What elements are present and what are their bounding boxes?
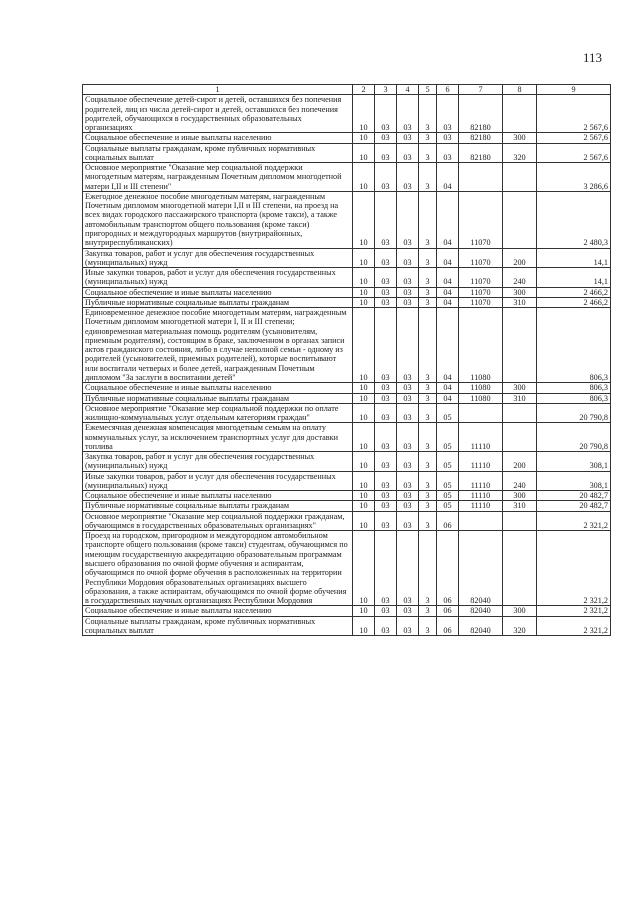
code-program: 03 bbox=[397, 511, 419, 531]
row-name: Социальное обеспечение и иные выплаты населению bbox=[83, 491, 353, 501]
code-activity: 04 bbox=[437, 287, 459, 297]
code-activity: 06 bbox=[437, 616, 459, 636]
code-direction: 11110 bbox=[459, 501, 503, 511]
code-expense-type bbox=[503, 308, 537, 383]
code-expense-type: 300 bbox=[503, 383, 537, 393]
column-header: 3 bbox=[375, 85, 397, 95]
code-subsection: 03 bbox=[375, 531, 397, 606]
code-subprogram: 3 bbox=[419, 143, 437, 163]
code-direction: 11080 bbox=[459, 383, 503, 393]
code-program: 03 bbox=[397, 491, 419, 501]
code-program: 03 bbox=[397, 403, 419, 423]
budget-table bbox=[82, 84, 611, 636]
code-program: 03 bbox=[397, 191, 419, 248]
row-amount: 2 466,2 bbox=[537, 297, 611, 307]
code-subprogram: 3 bbox=[419, 511, 437, 531]
table-row bbox=[83, 383, 611, 393]
code-subprogram: 3 bbox=[419, 501, 437, 511]
row-name: Социальные выплаты гражданам, кроме публичных нормативных социальных выплат bbox=[83, 143, 353, 163]
code-direction: 82180 bbox=[459, 133, 503, 143]
code-direction: 11070 bbox=[459, 191, 503, 248]
row-name: Социальное обеспечение и иные выплаты населению bbox=[83, 133, 353, 143]
code-subprogram: 3 bbox=[419, 191, 437, 248]
code-subprogram: 3 bbox=[419, 606, 437, 616]
code-subsection: 03 bbox=[375, 606, 397, 616]
table-row bbox=[83, 308, 611, 383]
code-subprogram: 3 bbox=[419, 403, 437, 423]
code-expense-type: 300 bbox=[503, 133, 537, 143]
table-row bbox=[83, 403, 611, 423]
code-section: 10 bbox=[353, 287, 375, 297]
code-expense-type: 310 bbox=[503, 297, 537, 307]
code-subprogram: 3 bbox=[419, 163, 437, 192]
table-body bbox=[83, 95, 611, 636]
code-activity: 05 bbox=[437, 501, 459, 511]
row-name: Закупка товаров, работ и услуг для обеспечения государственных (муниципальных) нужд bbox=[83, 248, 353, 268]
code-subprogram: 3 bbox=[419, 95, 437, 133]
code-section: 10 bbox=[353, 143, 375, 163]
code-subsection: 03 bbox=[375, 501, 397, 511]
column-header: 9 bbox=[537, 85, 611, 95]
row-amount: 3 286,6 bbox=[537, 163, 611, 192]
code-expense-type bbox=[503, 511, 537, 531]
code-expense-type: 240 bbox=[503, 471, 537, 491]
row-name: Закупка товаров, работ и услуг для обеспечения государственных (муниципальных) нужд bbox=[83, 452, 353, 472]
code-direction: 82040 bbox=[459, 606, 503, 616]
code-activity: 04 bbox=[437, 393, 459, 403]
code-expense-type: 320 bbox=[503, 616, 537, 636]
column-header: 5 bbox=[419, 85, 437, 95]
table-row bbox=[83, 95, 611, 133]
table-row bbox=[83, 133, 611, 143]
code-section: 10 bbox=[353, 163, 375, 192]
row-amount: 20 790,8 bbox=[537, 403, 611, 423]
table-row bbox=[83, 287, 611, 297]
code-direction: 11070 bbox=[459, 287, 503, 297]
row-amount: 14,1 bbox=[537, 248, 611, 268]
code-subsection: 03 bbox=[375, 423, 397, 452]
code-activity: 05 bbox=[437, 423, 459, 452]
table-row bbox=[83, 163, 611, 192]
code-section: 10 bbox=[353, 616, 375, 636]
code-section: 10 bbox=[353, 606, 375, 616]
column-header: 4 bbox=[397, 85, 419, 95]
code-subprogram: 3 bbox=[419, 287, 437, 297]
table-row bbox=[83, 606, 611, 616]
code-section: 10 bbox=[353, 133, 375, 143]
code-activity: 04 bbox=[437, 248, 459, 268]
row-name: Публичные нормативные социальные выплаты гражданам bbox=[83, 393, 353, 403]
code-expense-type bbox=[503, 531, 537, 606]
column-header: 6 bbox=[437, 85, 459, 95]
table-row bbox=[83, 491, 611, 501]
row-name: Иные закупки товаров, работ и услуг для обеспечения государственных (муниципальных) нужд bbox=[83, 471, 353, 491]
code-program: 03 bbox=[397, 287, 419, 297]
code-section: 10 bbox=[353, 383, 375, 393]
row-amount: 806,3 bbox=[537, 393, 611, 403]
code-direction: 11110 bbox=[459, 491, 503, 501]
code-program: 03 bbox=[397, 248, 419, 268]
code-direction: 11110 bbox=[459, 452, 503, 472]
code-program: 03 bbox=[397, 452, 419, 472]
code-program: 03 bbox=[397, 133, 419, 143]
row-amount: 2 480,3 bbox=[537, 191, 611, 248]
code-expense-type: 200 bbox=[503, 248, 537, 268]
row-name: Основное мероприятие "Оказание мер социальной поддержки по оплате жилищно-коммунальных услуг отдельным категориям граждан" bbox=[83, 403, 353, 423]
code-activity: 06 bbox=[437, 606, 459, 616]
row-name: Основное мероприятие "Оказание мер социальной поддержки многодетным матерям, награжденным Почетным дипломом многодетной матери I,II и III степени" bbox=[83, 163, 353, 192]
code-expense-type: 300 bbox=[503, 491, 537, 501]
code-activity: 04 bbox=[437, 191, 459, 248]
code-expense-type: 310 bbox=[503, 501, 537, 511]
row-amount: 2 321,2 bbox=[537, 616, 611, 636]
code-program: 03 bbox=[397, 501, 419, 511]
row-name: Публичные нормативные социальные выплаты гражданам bbox=[83, 501, 353, 511]
code-expense-type bbox=[503, 191, 537, 248]
code-subsection: 03 bbox=[375, 308, 397, 383]
code-subsection: 03 bbox=[375, 403, 397, 423]
code-program: 03 bbox=[397, 297, 419, 307]
code-section: 10 bbox=[353, 471, 375, 491]
code-section: 10 bbox=[353, 423, 375, 452]
row-name: Единовременное денежное пособие многодетным матерям, награжденным Почетным дипломом многодетной матери I, II и III степени; единовременная материальная помощь родителям (усыновителям, приемным родителям), состоящим в браке, заключенном в органах записи актов гражданского состояния, либо в случае неполной семьи - одному из родителей (усыновителей, приемных родителей), которые воспитывают или воспитали четверых и более детей, награжденным Почетным дипломом "За заслуги в воспитании детей" bbox=[83, 308, 353, 383]
code-program: 03 bbox=[397, 531, 419, 606]
code-activity: 05 bbox=[437, 491, 459, 501]
code-subsection: 03 bbox=[375, 383, 397, 393]
table-row bbox=[83, 471, 611, 491]
code-subsection: 03 bbox=[375, 133, 397, 143]
code-expense-type: 200 bbox=[503, 452, 537, 472]
code-program: 03 bbox=[397, 393, 419, 403]
table-row bbox=[83, 143, 611, 163]
code-subprogram: 3 bbox=[419, 452, 437, 472]
code-section: 10 bbox=[353, 95, 375, 133]
code-expense-type bbox=[503, 403, 537, 423]
code-subsection: 03 bbox=[375, 393, 397, 403]
code-subprogram: 3 bbox=[419, 423, 437, 452]
row-amount: 806,3 bbox=[537, 383, 611, 393]
code-expense-type bbox=[503, 423, 537, 452]
code-subprogram: 3 bbox=[419, 268, 437, 288]
code-subprogram: 3 bbox=[419, 393, 437, 403]
code-section: 10 bbox=[353, 393, 375, 403]
row-name: Проезд на городском, пригородном и междугородном автомобильном транспорте общего пользования (кроме такси) студентам, обучающимся по имеющим государственную аккредитацию образовательным программам высшего образования по очной форме обучения и аспирантам, обучающимся по очной форме обучения в расположенных на территории Республики Мордовия образовательных организациях высшего образования, а также аспирантам, обучающимся по очной форме обучения в государственных научных организациях Республики Мордовия bbox=[83, 531, 353, 606]
code-direction: 82180 bbox=[459, 95, 503, 133]
code-section: 10 bbox=[353, 501, 375, 511]
code-activity: 04 bbox=[437, 383, 459, 393]
row-amount: 2 466,2 bbox=[537, 287, 611, 297]
code-activity: 06 bbox=[437, 511, 459, 531]
row-amount: 2 321,2 bbox=[537, 511, 611, 531]
row-name: Социальные выплаты гражданам, кроме публичных нормативных социальных выплат bbox=[83, 616, 353, 636]
code-activity: 05 bbox=[437, 471, 459, 491]
code-subsection: 03 bbox=[375, 163, 397, 192]
row-name: Иные закупки товаров, работ и услуг для обеспечения государственных (муниципальных) нужд bbox=[83, 268, 353, 288]
row-name: Основное мероприятие "Оказание мер социальной поддержки гражданам, обучающимся в государственных образовательных организациях" bbox=[83, 511, 353, 531]
code-activity: 03 bbox=[437, 95, 459, 133]
code-direction: 11070 bbox=[459, 248, 503, 268]
row-amount: 2 321,2 bbox=[537, 531, 611, 606]
code-subprogram: 3 bbox=[419, 531, 437, 606]
code-subsection: 03 bbox=[375, 452, 397, 472]
code-program: 03 bbox=[397, 471, 419, 491]
row-amount: 308,1 bbox=[537, 471, 611, 491]
table-row bbox=[83, 393, 611, 403]
code-activity: 04 bbox=[437, 163, 459, 192]
row-amount: 308,1 bbox=[537, 452, 611, 472]
code-expense-type: 240 bbox=[503, 268, 537, 288]
code-section: 10 bbox=[353, 268, 375, 288]
table-row bbox=[83, 191, 611, 248]
row-amount: 20 482,7 bbox=[537, 501, 611, 511]
table-row bbox=[83, 531, 611, 606]
code-program: 03 bbox=[397, 308, 419, 383]
code-program: 03 bbox=[397, 383, 419, 393]
code-activity: 05 bbox=[437, 452, 459, 472]
code-subprogram: 3 bbox=[419, 471, 437, 491]
table-row bbox=[83, 268, 611, 288]
code-program: 03 bbox=[397, 423, 419, 452]
code-direction bbox=[459, 163, 503, 192]
column-header: 2 bbox=[353, 85, 375, 95]
code-expense-type: 300 bbox=[503, 606, 537, 616]
code-subsection: 03 bbox=[375, 268, 397, 288]
code-section: 10 bbox=[353, 308, 375, 383]
code-direction: 11070 bbox=[459, 297, 503, 307]
code-expense-type bbox=[503, 163, 537, 192]
code-activity: 04 bbox=[437, 297, 459, 307]
code-section: 10 bbox=[353, 403, 375, 423]
column-header: 7 bbox=[459, 85, 503, 95]
row-amount: 20 790,8 bbox=[537, 423, 611, 452]
table-row bbox=[83, 616, 611, 636]
code-section: 10 bbox=[353, 248, 375, 268]
table-row bbox=[83, 423, 611, 452]
row-amount: 2 567,6 bbox=[537, 133, 611, 143]
table-row bbox=[83, 511, 611, 531]
code-direction: 82040 bbox=[459, 531, 503, 606]
row-amount: 2 321,2 bbox=[537, 606, 611, 616]
row-name: Публичные нормативные социальные выплаты гражданам bbox=[83, 297, 353, 307]
table-row bbox=[83, 297, 611, 307]
row-name: Социальное обеспечение и иные выплаты населению bbox=[83, 287, 353, 297]
code-subsection: 03 bbox=[375, 95, 397, 133]
row-amount: 2 567,6 bbox=[537, 143, 611, 163]
code-section: 10 bbox=[353, 297, 375, 307]
code-direction: 11110 bbox=[459, 471, 503, 491]
code-subsection: 03 bbox=[375, 471, 397, 491]
table-row bbox=[83, 248, 611, 268]
code-subprogram: 3 bbox=[419, 383, 437, 393]
row-name: Социальное обеспечение и иные выплаты населению bbox=[83, 606, 353, 616]
code-subsection: 03 bbox=[375, 616, 397, 636]
code-section: 10 bbox=[353, 491, 375, 501]
code-subsection: 03 bbox=[375, 143, 397, 163]
code-activity: 04 bbox=[437, 308, 459, 383]
table-row bbox=[83, 501, 611, 511]
code-expense-type: 300 bbox=[503, 287, 537, 297]
code-expense-type: 320 bbox=[503, 143, 537, 163]
code-direction: 82040 bbox=[459, 616, 503, 636]
code-program: 03 bbox=[397, 606, 419, 616]
row-amount: 2 567,6 bbox=[537, 95, 611, 133]
row-name: Социальное обеспечение детей-сирот и детей, оставшихся без попечения родителей, лиц из числа детей-сирот и детей, оставшихся без попечения родителей, обучающихся в государственных образовательных организациях bbox=[83, 95, 353, 133]
row-name: Ежегодное денежное пособие многодетным матерям, награжденным Почетным дипломом многодетной матери I,II и III степени, на проезд на всех видах городского пассажирского транспорта (кроме такси), а также автомобильным транспортом общего пользования (кроме такси) пригородных и междугородных маршрутов (внутрирайонных, внутриреспубликанских) bbox=[83, 191, 353, 248]
row-name: Социальное обеспечение и иные выплаты населению bbox=[83, 383, 353, 393]
table-row bbox=[83, 452, 611, 472]
row-amount: 806,3 bbox=[537, 308, 611, 383]
code-subsection: 03 bbox=[375, 491, 397, 501]
code-direction: 11110 bbox=[459, 423, 503, 452]
code-direction: 11070 bbox=[459, 268, 503, 288]
row-amount: 20 482,7 bbox=[537, 491, 611, 501]
code-program: 03 bbox=[397, 143, 419, 163]
code-subsection: 03 bbox=[375, 191, 397, 248]
code-activity: 06 bbox=[437, 531, 459, 606]
code-expense-type: 310 bbox=[503, 393, 537, 403]
code-program: 03 bbox=[397, 95, 419, 133]
code-expense-type bbox=[503, 95, 537, 133]
code-subsection: 03 bbox=[375, 511, 397, 531]
code-subsection: 03 bbox=[375, 287, 397, 297]
code-subprogram: 3 bbox=[419, 297, 437, 307]
code-direction bbox=[459, 403, 503, 423]
column-header: 8 bbox=[503, 85, 537, 95]
row-name: Ежемесячная денежная компенсация многодетным семьям на оплату коммунальных услуг, за исключением транспортных услуг для доставки топлива bbox=[83, 423, 353, 452]
code-subsection: 03 bbox=[375, 248, 397, 268]
row-amount: 14,1 bbox=[537, 268, 611, 288]
code-program: 03 bbox=[397, 616, 419, 636]
code-subprogram: 3 bbox=[419, 248, 437, 268]
code-subprogram: 3 bbox=[419, 616, 437, 636]
code-subprogram: 3 bbox=[419, 308, 437, 383]
code-section: 10 bbox=[353, 452, 375, 472]
code-subsection: 03 bbox=[375, 297, 397, 307]
code-section: 10 bbox=[353, 531, 375, 606]
code-activity: 05 bbox=[437, 403, 459, 423]
code-activity: 03 bbox=[437, 143, 459, 163]
code-program: 03 bbox=[397, 268, 419, 288]
code-subprogram: 3 bbox=[419, 491, 437, 501]
code-direction: 11080 bbox=[459, 393, 503, 403]
column-header: 1 bbox=[83, 85, 353, 95]
page-number: 113 bbox=[583, 50, 603, 65]
code-activity: 03 bbox=[437, 133, 459, 143]
code-activity: 04 bbox=[437, 268, 459, 288]
code-direction: 82180 bbox=[459, 143, 503, 163]
code-direction: 11080 bbox=[459, 308, 503, 383]
code-program: 03 bbox=[397, 163, 419, 192]
code-subprogram: 3 bbox=[419, 133, 437, 143]
header-row bbox=[83, 85, 611, 95]
code-direction bbox=[459, 511, 503, 531]
code-section: 10 bbox=[353, 191, 375, 248]
code-section: 10 bbox=[353, 511, 375, 531]
